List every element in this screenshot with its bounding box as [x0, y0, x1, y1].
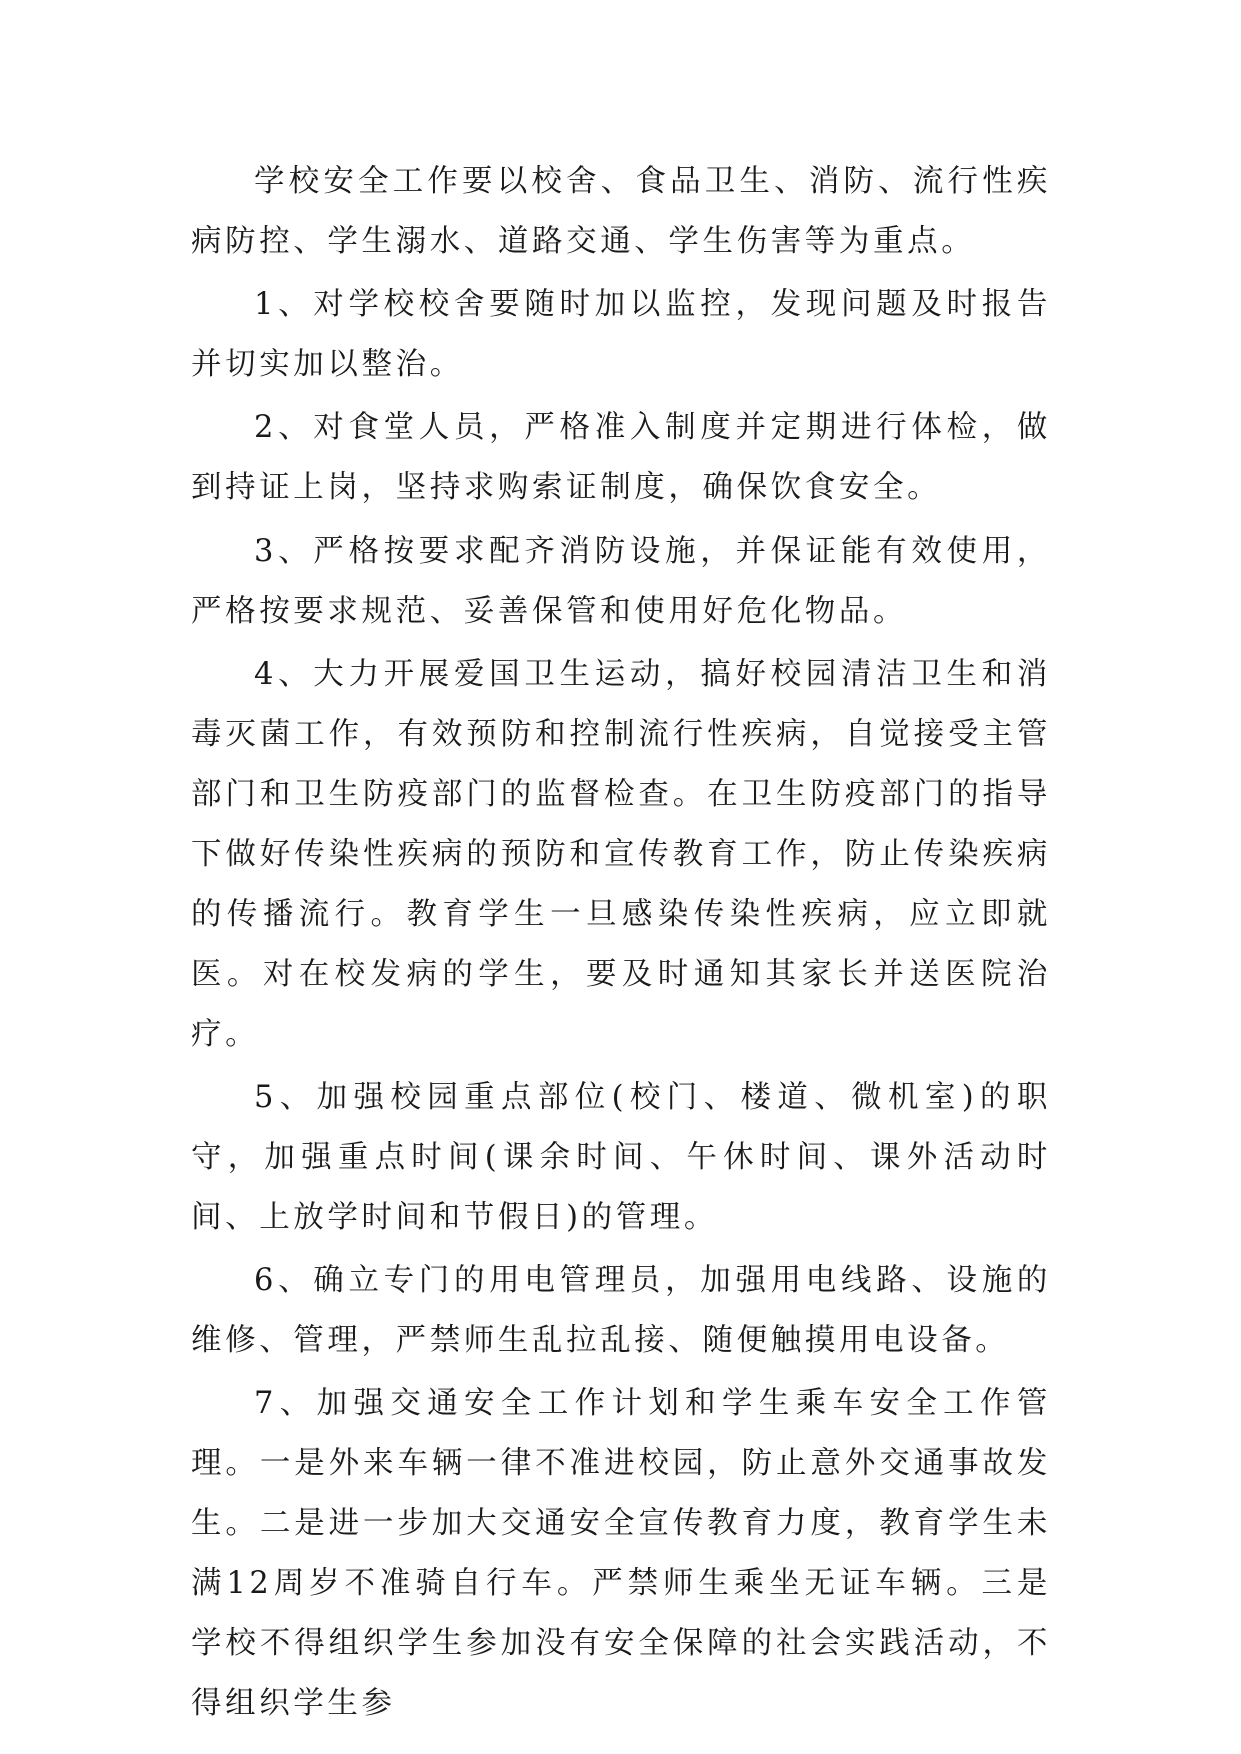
paragraph-item-6: 6、确立专门的用电管理员，加强用电线路、设施的维修、管理，严禁师生乱拉乱接、随便触摸用电设备。 — [191, 1263, 1051, 1359]
paragraph-item-7: 7、加强交通安全工作计划和学生乘车安全工作管理。一是外来车辆一律不准进校园，防止意外交通事故发生。二是进一步加大交通安全宣传教育力度，教育学生未满12周岁不准骑自行车。严禁师生乘坐无证车辆。三是学校不得组织学生参加没有安全保障的社会实践活动，不得组织学生参 — [191, 1386, 1051, 1722]
paragraph-item-5: 5、加强校园重点部位(校门、楼道、微机室)的职守，加强重点时间(课余时间、午休时间、课外活动时间、上放学时间和节假日)的管理。 — [191, 1079, 1051, 1235]
paragraph-item-3: 3、严格按要求配齐消防设施，并保证能有效使用，严格按要求规范、妥善保管和使用好危化物品。 — [191, 533, 1051, 629]
paragraph-item-1: 1、对学校校舍要随时加以监控，发现问题及时报告并切实加以整治。 — [191, 287, 1051, 383]
paragraph-item-2: 2、对食堂人员，严格准入制度并定期进行体检，做到持证上岗，坚持求购索证制度，确保饮食安全。 — [191, 410, 1051, 506]
document-page — [191, 152, 1051, 1738]
paragraph-intro: 学校安全工作要以校舍、食品卫生、消防、流行性疾病防控、学生溺水、道路交通、学生伤害等为重点。 — [191, 164, 1051, 259]
paragraph-item-4: 4、大力开展爱国卫生运动，搞好校园清洁卫生和消毒灭菌工作，有效预防和控制流行性疾病，自觉接受主管部门和卫生防疫部门的监督检查。在卫生防疫部门的指导下做好传染性疾病的预防和宣传教育工作，防止传染疾病的传播流行。教育学生一旦感染传染性疾病，应立即就医。对在校发病的学生，要及时通知其家长并送医院治疗。 — [191, 656, 1051, 1052]
